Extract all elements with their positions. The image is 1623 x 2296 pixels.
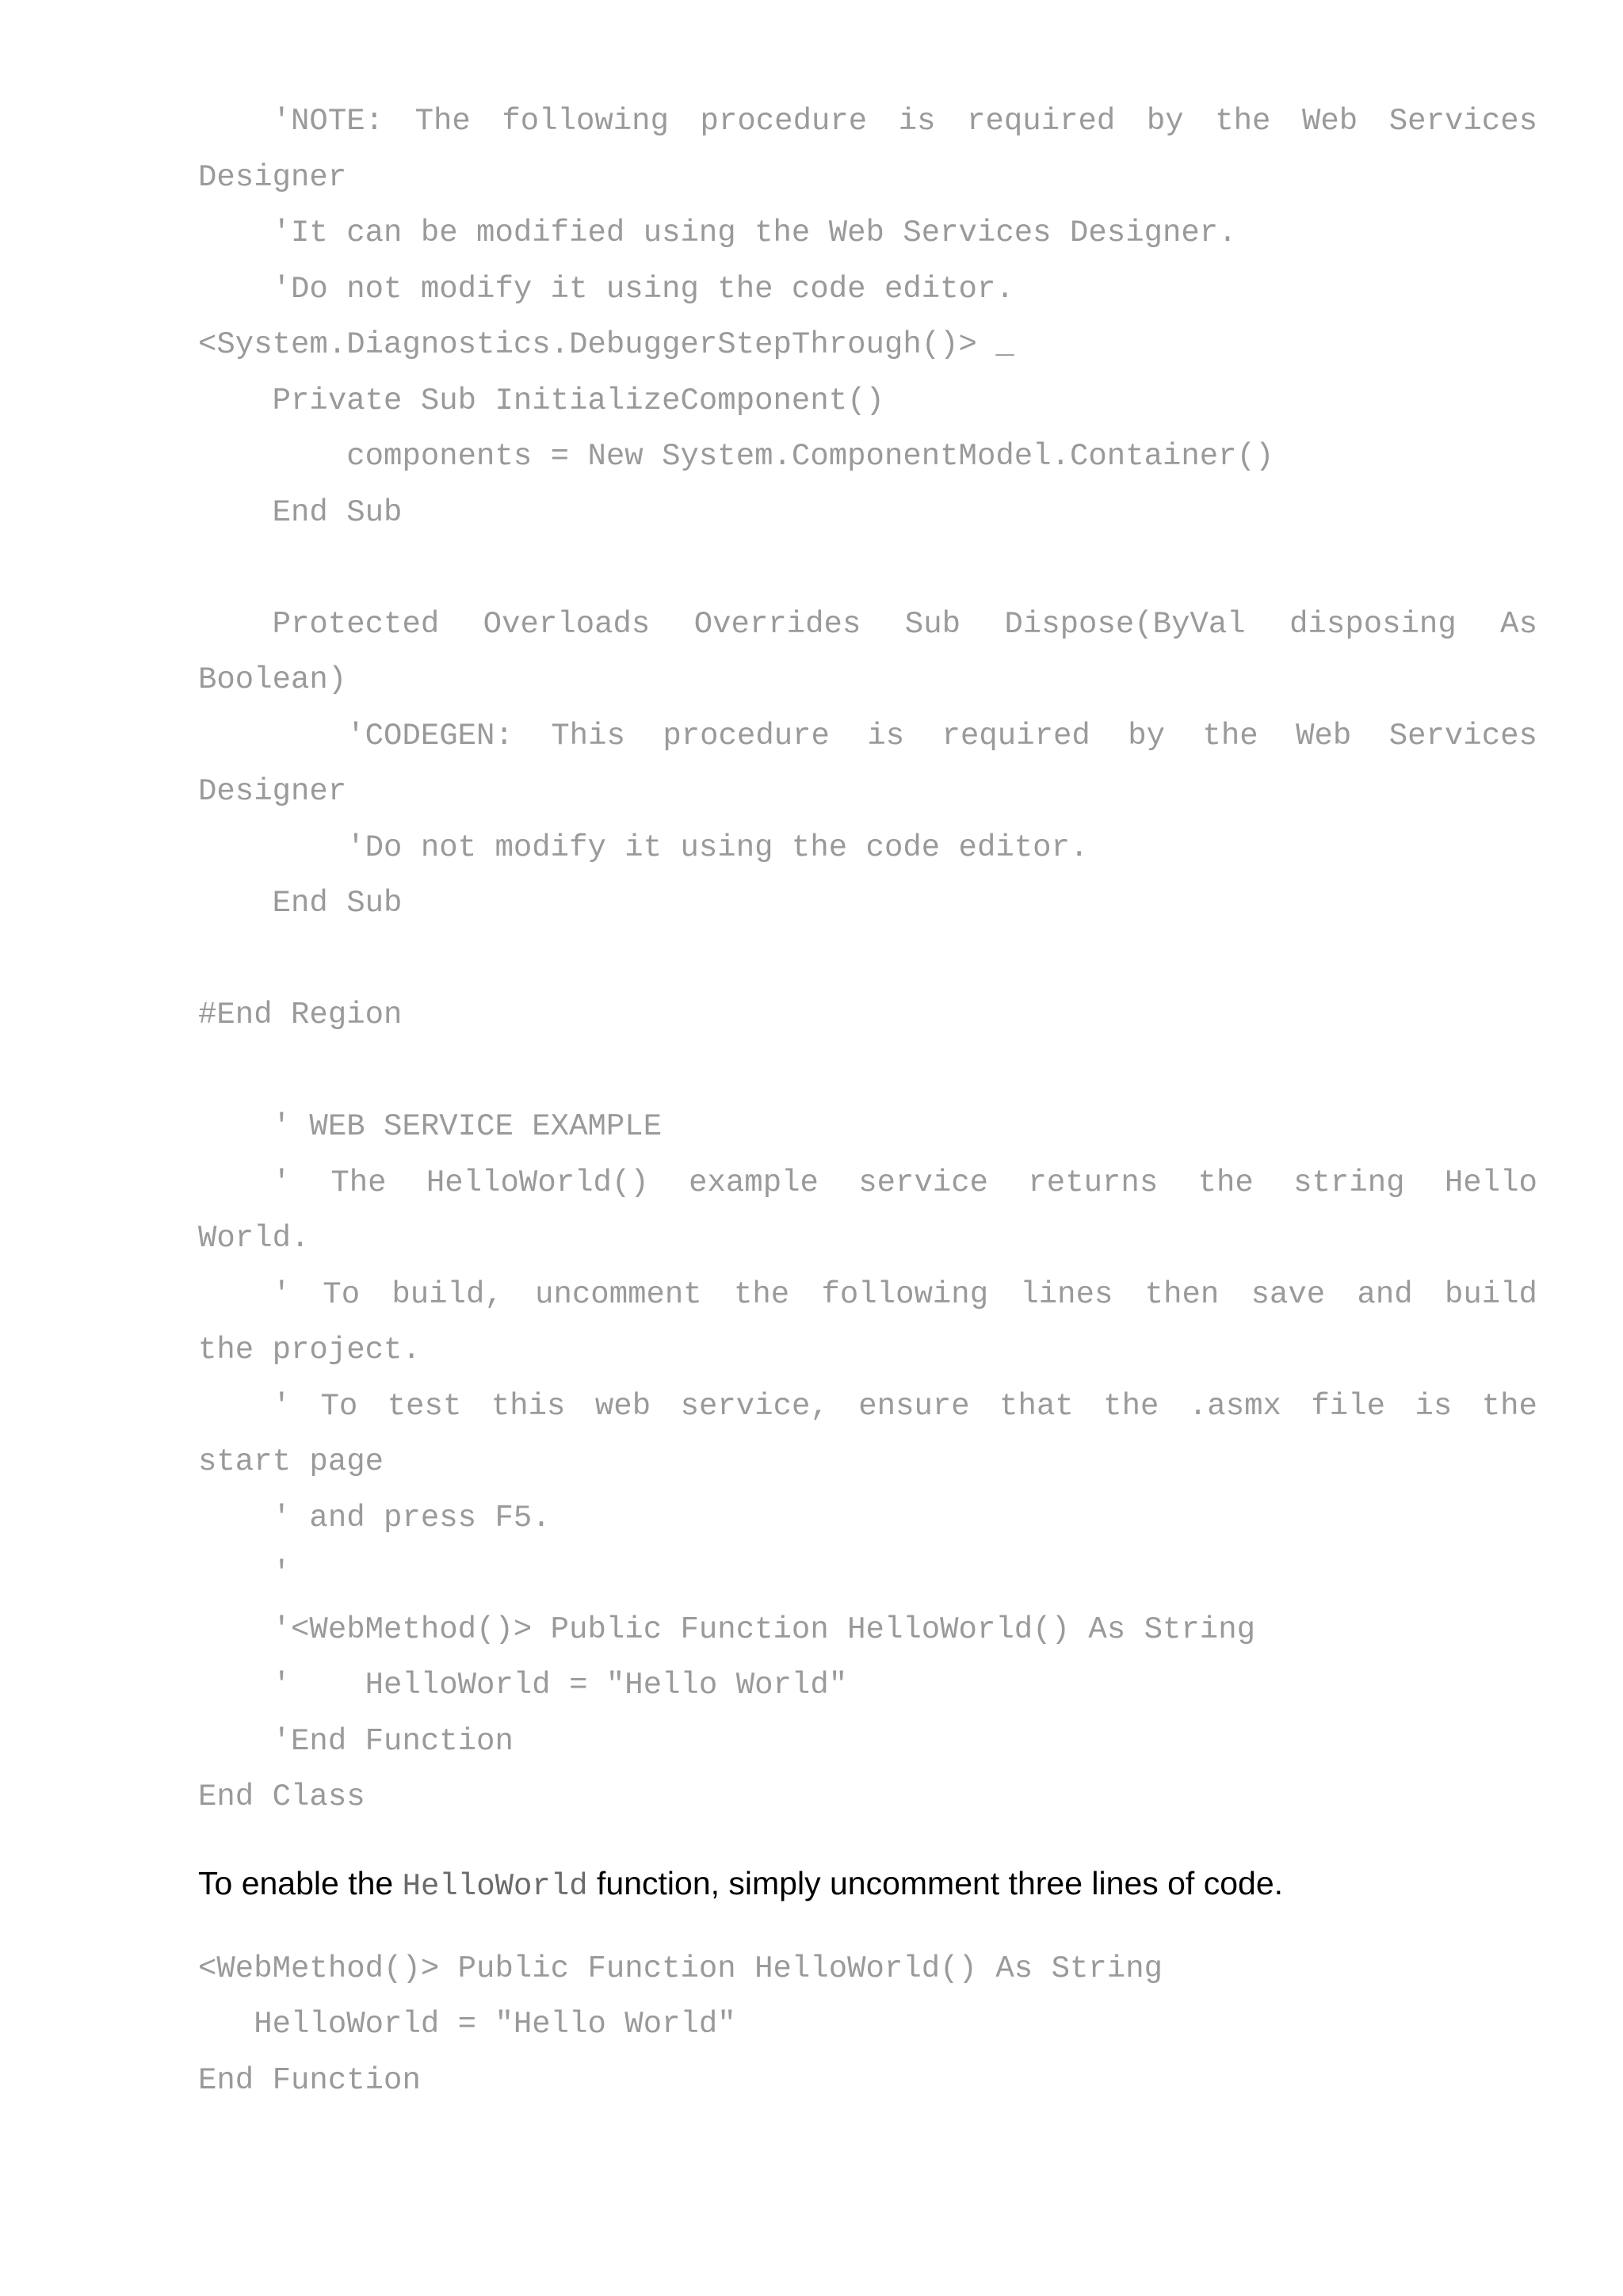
code-line: World. xyxy=(198,1221,310,1256)
code-line: ' To test this web service, ensure that the .asmx file is the xyxy=(198,1388,1537,1424)
code-line: ' The HelloWorld() example service returns the string Hello xyxy=(198,1165,1537,1200)
code-line: ' To build, uncomment the following lines then save and build xyxy=(198,1276,1537,1312)
code-line: ' and press F5. xyxy=(198,1500,551,1535)
code-line: Designer xyxy=(198,159,347,195)
code-line: 'Do not modify it using the code editor. xyxy=(198,830,1089,865)
code-line: End Class xyxy=(198,1779,365,1814)
code-line: End Sub xyxy=(198,886,403,921)
code-line: ' xyxy=(198,1556,292,1591)
blank-line xyxy=(198,1043,1537,1100)
code-line: End Sub xyxy=(198,494,403,530)
instruction-text-after: function, simply uncomment three lines of code. xyxy=(587,1864,1284,1901)
code-line: Private Sub InitializeComponent() xyxy=(198,383,884,418)
code-line: 'CODEGEN: This procedure is required by the Web Services xyxy=(198,718,1537,753)
code-line: 'End Function xyxy=(198,1723,514,1759)
instruction-paragraph xyxy=(198,1855,1537,1911)
code-block-visual-basic-web-service xyxy=(198,93,1537,1825)
instruction-text-before: To enable the xyxy=(198,1864,403,1901)
code-line: Protected Overloads Overrides Sub Dispose(ByVal disposing As xyxy=(198,606,1537,642)
inline-code-helloworld: HelloWorld xyxy=(402,1868,588,1904)
code-line: components = New System.ComponentModel.Container() xyxy=(198,439,1274,474)
code-line: HelloWorld = "Hello World" xyxy=(198,2007,736,2042)
code-line: ' HelloWorld = "Hello World" xyxy=(198,1668,848,1703)
code-line: Designer xyxy=(198,774,347,809)
code-line: ' WEB SERVICE EXAMPLE xyxy=(198,1109,663,1144)
code-line: 'It can be modified using the Web Services Designer. xyxy=(198,215,1237,250)
code-line: start page xyxy=(198,1444,384,1479)
code-block-helloworld-function xyxy=(198,1941,1537,2109)
document-page xyxy=(198,93,1537,2108)
code-line: #End Region xyxy=(198,997,403,1032)
code-line: <WebMethod()> Public Function HelloWorld() As String xyxy=(198,1951,1163,1986)
code-line: the project. xyxy=(198,1333,421,1367)
code-line: <System.Diagnostics.DebuggerStepThrough()> _ xyxy=(198,327,1014,362)
code-line: 'Do not modify it using the code editor. xyxy=(198,271,1014,307)
code-line: Boolean) xyxy=(198,662,347,697)
code-line: 'NOTE: The following procedure is required by the Web Services xyxy=(198,104,1537,139)
blank-line xyxy=(198,540,1537,597)
code-line: '<WebMethod()> Public Function HelloWorld() As String xyxy=(198,1611,1256,1647)
blank-line xyxy=(198,932,1537,988)
code-line: End Function xyxy=(198,2062,421,2098)
